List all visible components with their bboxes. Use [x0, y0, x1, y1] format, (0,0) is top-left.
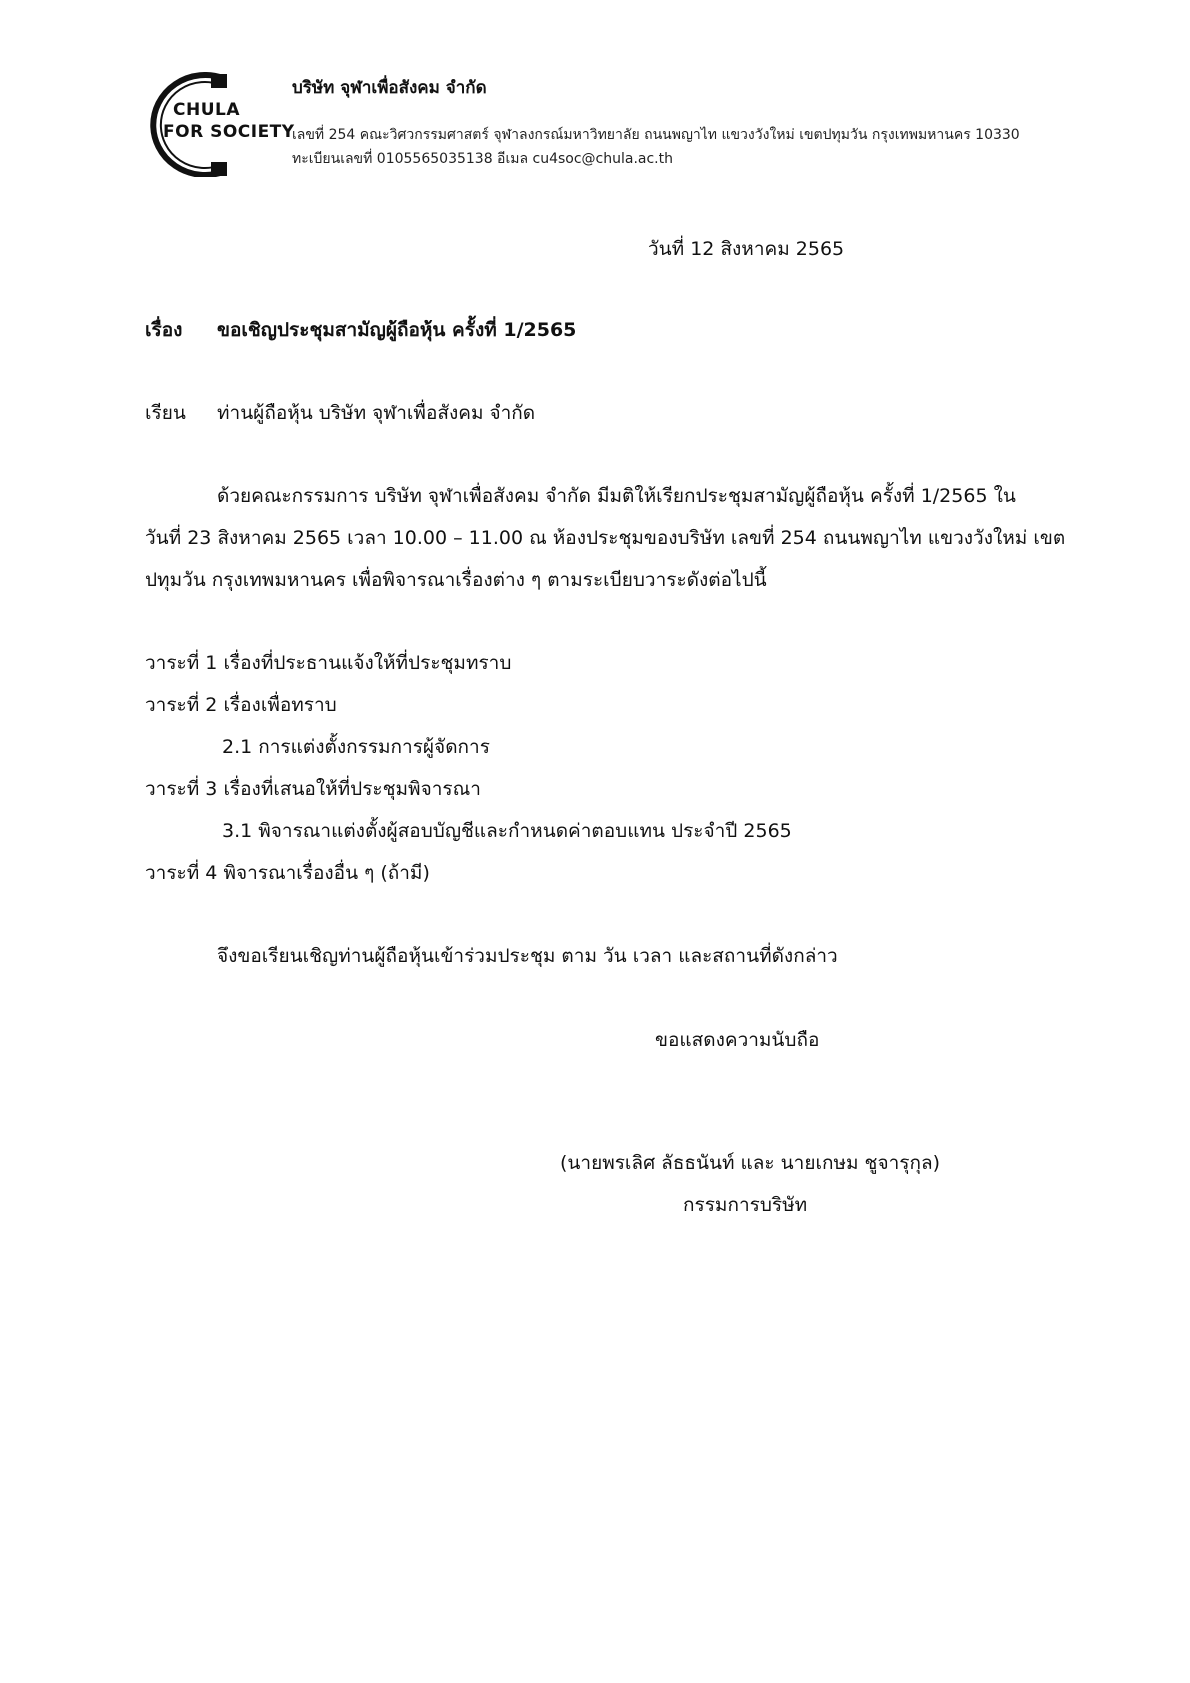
company-name: บริษัท จุฬาเพื่อสังคม จำกัด	[292, 78, 487, 98]
agenda-item-3: วาระที่ 3 เรื่องที่เสนอให้ที่ประชุมพิจารณา	[145, 778, 481, 800]
agenda-item-2: วาระที่ 2 เรื่องเพื่อทราบ	[145, 694, 337, 716]
company-address: เลขที่ 254 คณะวิศวกรรมศาสตร์ จุฬาลงกรณ์มหาวิทยาลัย ถนนพญาไท แขวงวังใหม่ เขตปทุมวัน กรุงเทพมหานคร 10330	[292, 127, 1020, 143]
body-line-3: ปทุมวัน กรุงเทพมหานคร เพื่อพิจารณาเรื่องต่าง ๆ ตามระเบียบวาระดังต่อไปนี้	[145, 569, 767, 591]
company-registration: ทะเบียนเลขที่ 0105565035138 อีเมล cu4soc@chula.ac.th	[292, 151, 673, 167]
closing-invitation: จึงขอเรียนเชิญท่านผู้ถือหุ้นเข้าร่วมประชุม ตาม วัน เวลา และสถานที่ดังกล่าว	[217, 945, 838, 967]
closing-salutation: ขอแสดงความนับถือ	[655, 1029, 820, 1051]
signatories-names: (นายพรเลิศ ลัธธนันท์ และ นายเกษม ชูจารุกุล)	[560, 1152, 941, 1174]
agenda-item-2-1: 2.1 การแต่งตั้งกรรมการผู้จัดการ	[222, 736, 490, 758]
logo-text-chula: CHULA	[173, 100, 240, 120]
subject-text: ขอเชิญประชุมสามัญผู้ถือหุ้น ครั้งที่ 1/2565	[217, 319, 577, 341]
agenda-item-1: วาระที่ 1 เรื่องที่ประธานแจ้งให้ที่ประชุมทราบ	[145, 652, 512, 674]
body-line-2: วันที่ 23 สิงหาคม 2565 เวลา 10.00 – 11.00 ณ ห้องประชุมของบริษัท เลขที่ 254 ถนนพญาไท แขวงวังใหม่ เขต	[145, 527, 1066, 549]
chula-for-society-logo	[145, 72, 295, 177]
logo-text-for-society: FOR SOCIETY	[163, 122, 295, 142]
signatories-position: กรรมการบริษัท	[683, 1194, 808, 1216]
agenda-item-4: วาระที่ 4 พิจารณาเรื่องอื่น ๆ (ถ้ามี)	[145, 862, 430, 884]
subject-label: เรื่อง	[145, 319, 183, 341]
addressee-text: ท่านผู้ถือหุ้น บริษัท จุฬาเพื่อสังคม จำกัด	[217, 402, 536, 424]
body-line-1: ด้วยคณะกรรมการ บริษัท จุฬาเพื่อสังคม จำกัด มีมติให้เรียกประชุมสามัญผู้ถือหุ้น ครั้งที่ 1/2565 ใน	[217, 485, 1016, 507]
addressee-label: เรียน	[145, 402, 186, 424]
letter-date: วันที่ 12 สิงหาคม 2565	[648, 238, 845, 260]
agenda-item-3-1: 3.1 พิจารณาแต่งตั้งผู้สอบบัญชีและกำหนดค่าตอบแทน ประจำปี 2565	[222, 820, 792, 842]
